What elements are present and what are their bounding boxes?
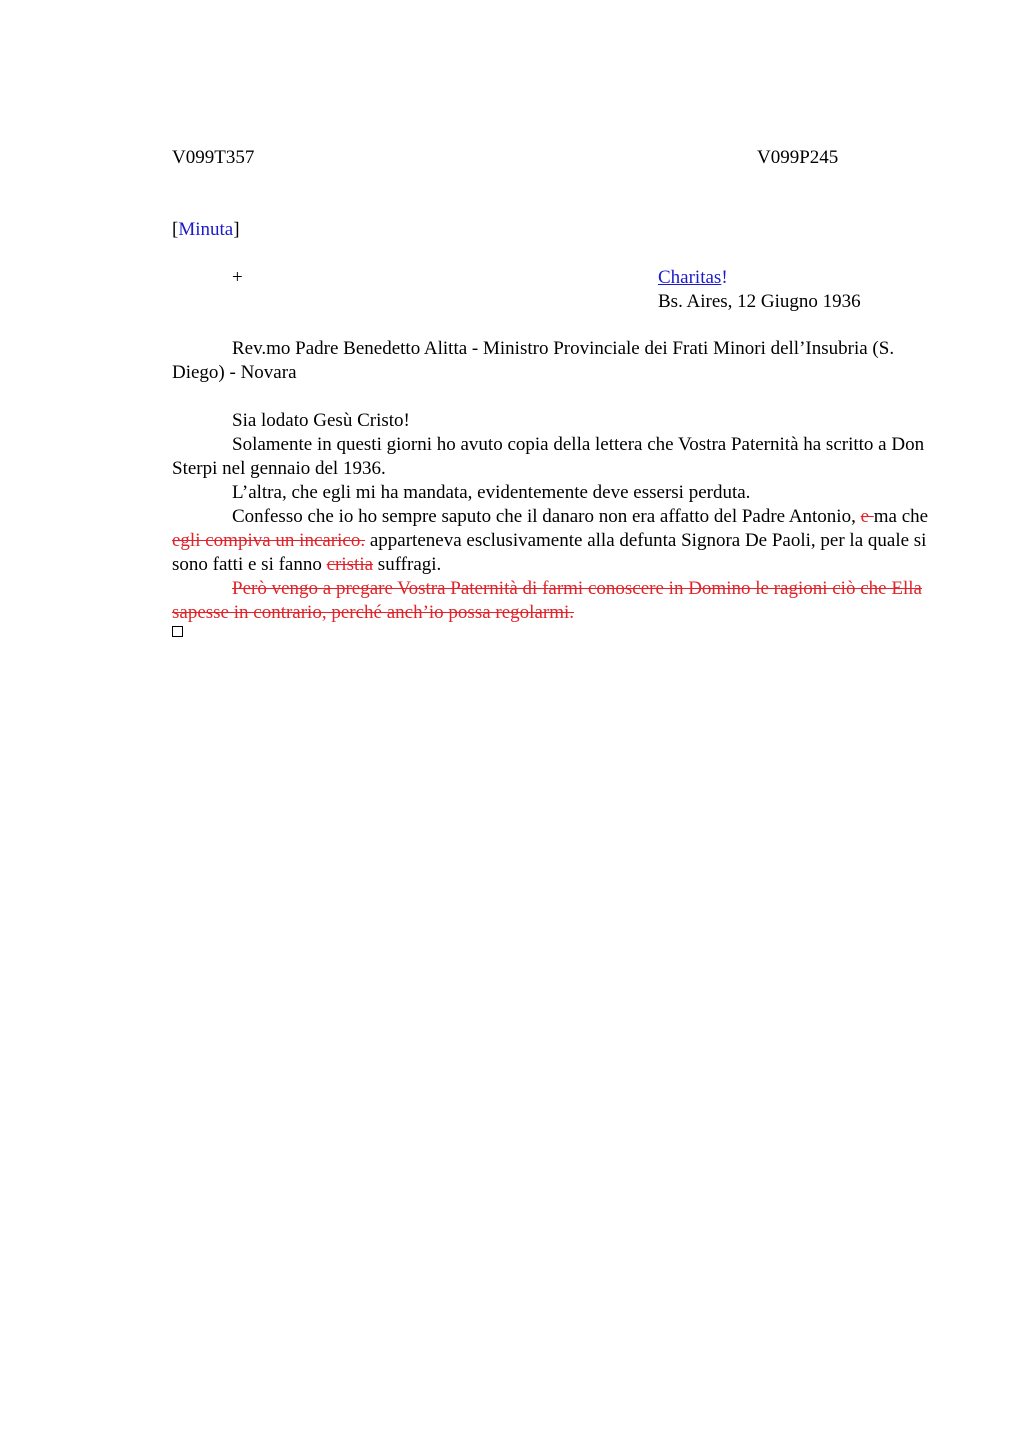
- place-date: Bs. Aires, 12 Giugno 1936: [658, 291, 861, 312]
- minuta-label: [172, 218, 240, 242]
- minuta-bracket-close: ]: [233, 219, 240, 240]
- body-paragraph-3: [172, 505, 932, 577]
- deleted-text: egli compiva un incarico.: [172, 530, 366, 551]
- reference-code-left: V099T357: [172, 147, 255, 168]
- reference-code-right: V099P245: [757, 147, 839, 168]
- end-marker-square-icon: [172, 626, 183, 637]
- text-run: ma che: [873, 506, 929, 527]
- text-run: apparteneva esclusivamente alla defunta Signora De Paoli, per la quale si sono fatti e si fanno: [172, 530, 927, 575]
- charitas-link[interactable]: Charitas: [658, 267, 722, 288]
- minuta-text: Minuta: [178, 219, 234, 240]
- charitas-exclamation: !: [721, 267, 728, 288]
- text-run: Confesso che io ho sempre saputo che il danaro non era affatto del Padre Antonio,: [232, 506, 861, 527]
- charitas-line: [658, 266, 861, 290]
- deleted-text: cristia: [326, 554, 374, 575]
- salutation-paragraph: Sia lodato Gesù Cristo!: [232, 410, 410, 431]
- minuta-bracket-open: [: [172, 219, 179, 240]
- cross-symbol: +: [232, 267, 243, 288]
- deleted-text: e: [860, 506, 874, 527]
- letter-body: [172, 337, 932, 625]
- addressee-paragraph: Rev.mo Padre Benedetto Alitta - Ministro Provinciale dei Frati Minori dell’Insubria (S. Diego) - Novara: [172, 338, 895, 383]
- deleted-paragraph: Però vengo a pregare Vostra Paternità di farmi conoscere in Domino le ragioni ciò che Ella sapesse in contrario, perché anch’io possa regolarmi.: [172, 578, 922, 623]
- letter-heading: [658, 266, 861, 314]
- paragraph-spacer: [172, 385, 932, 409]
- body-paragraph-1: Solamente in questi giorni ho avuto copia della lettera che Vostra Paternità ha scritto a Don Sterpi nel gennaio del 1936.: [172, 434, 925, 479]
- body-paragraph-2: L’altra, che egli mi ha mandata, evidentemente deve essersi perduta.: [232, 482, 751, 503]
- text-run: suffragi.: [373, 554, 442, 575]
